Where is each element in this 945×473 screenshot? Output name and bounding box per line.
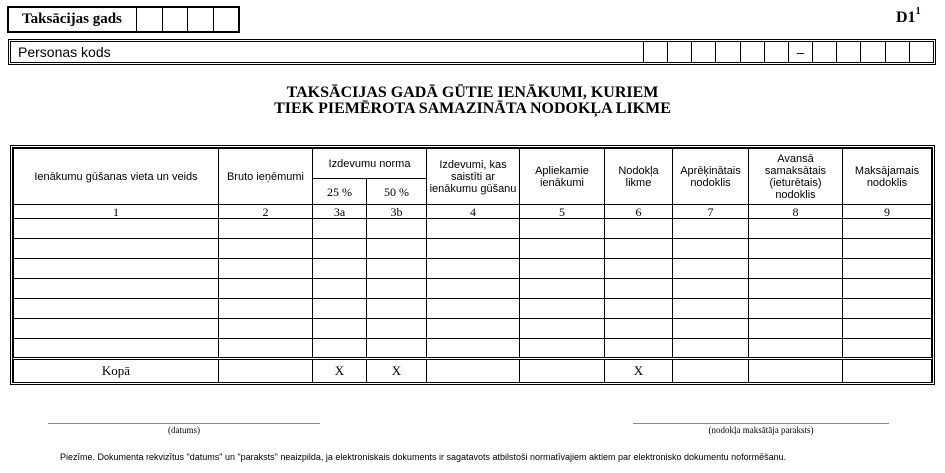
document-title: [0, 85, 945, 117]
table-cell[interactable]: [673, 299, 749, 319]
table-cell[interactable]: [313, 259, 367, 279]
table-cell[interactable]: [673, 319, 749, 339]
tax-year-label: Taksācijas gads: [9, 8, 137, 31]
income-table: [10, 145, 935, 385]
col-number: 8: [749, 205, 843, 219]
col-number: 9: [843, 205, 932, 219]
table-cell[interactable]: [749, 279, 843, 299]
total-cell-x: X: [367, 359, 427, 383]
header-payable-tax: Maksājamais nodoklis: [843, 149, 932, 205]
total-label: Kopā: [14, 359, 219, 383]
personal-code-digit-9[interactable]: [860, 42, 884, 62]
col-number: 1: [14, 205, 219, 219]
footnote: Piezīme. Dokumenta rekvizītus "datums" un "paraksts" neaizpilda, ja elektroniskais dokuments ir sagatavots atbilstoši normatīvajiem aktiem par elektronisko dokumentu noformēšanu.: [60, 452, 787, 462]
col-number: 4: [427, 205, 520, 219]
table-cell[interactable]: [313, 239, 367, 259]
total-cell-x: X: [313, 359, 367, 383]
table-cell[interactable]: [673, 239, 749, 259]
table-cell[interactable]: [749, 339, 843, 359]
personal-code-dash: –: [788, 42, 812, 62]
table-cell[interactable]: [14, 279, 219, 299]
form-code: [896, 6, 921, 27]
table-cell[interactable]: [843, 279, 932, 299]
table-cell[interactable]: [520, 339, 605, 359]
table-cell[interactable]: [427, 299, 520, 319]
personal-code-digit-11[interactable]: [909, 42, 933, 62]
table-row: [14, 239, 932, 259]
total-cell[interactable]: [427, 359, 520, 383]
header-expense-rate: Izdevumu norma: [313, 149, 427, 179]
table-cell[interactable]: [219, 239, 313, 259]
table-cell[interactable]: [749, 239, 843, 259]
table-cell[interactable]: [14, 299, 219, 319]
date-label: (datums): [168, 425, 200, 435]
table-cell[interactable]: [673, 339, 749, 359]
table-cell[interactable]: [843, 339, 932, 359]
table-cell[interactable]: [427, 219, 520, 239]
total-cell[interactable]: [219, 359, 313, 383]
tax-year-digit-3[interactable]: [188, 8, 214, 31]
col-number: 5: [520, 205, 605, 219]
header-tax-rate: Nodokļa likme: [605, 149, 673, 205]
personal-code-digit-5[interactable]: [740, 42, 764, 62]
table-cell[interactable]: [843, 319, 932, 339]
table-cell[interactable]: [843, 259, 932, 279]
table-cell[interactable]: [367, 259, 427, 279]
table-cell[interactable]: [219, 259, 313, 279]
tax-year-digit-1[interactable]: [137, 8, 163, 31]
personal-code-digit-7[interactable]: [812, 42, 836, 62]
table-cell[interactable]: [605, 239, 673, 259]
col-number: 6: [605, 205, 673, 219]
table-cell[interactable]: [427, 239, 520, 259]
table-cell[interactable]: [605, 259, 673, 279]
header-gross-revenue: Bruto ieņēmumi: [219, 149, 313, 205]
date-line[interactable]: [48, 423, 320, 424]
table-cell[interactable]: [520, 319, 605, 339]
col-number: 2: [219, 205, 313, 219]
personal-code-digit-10[interactable]: [885, 42, 909, 62]
table-cell[interactable]: [673, 219, 749, 239]
table-cell[interactable]: [367, 319, 427, 339]
table-cell[interactable]: [14, 239, 219, 259]
total-cell[interactable]: [520, 359, 605, 383]
header-income-source: Ienākumu gūšanas vieta un veids: [14, 149, 219, 205]
tax-year-digit-4[interactable]: [214, 8, 239, 31]
header-calculated-tax: Aprēķinātais nodoklis: [673, 149, 749, 205]
table-cell[interactable]: [749, 319, 843, 339]
table-cell[interactable]: [219, 299, 313, 319]
table-cell[interactable]: [843, 219, 932, 239]
header-rate-25: 25 %: [313, 179, 367, 205]
personal-code-digit-3[interactable]: [691, 42, 715, 62]
table-cell[interactable]: [313, 319, 367, 339]
table-cell[interactable]: [313, 339, 367, 359]
total-cell[interactable]: [843, 359, 932, 383]
table-cell[interactable]: [14, 219, 219, 239]
table-cell[interactable]: [427, 319, 520, 339]
table-cell[interactable]: [605, 319, 673, 339]
table-cell[interactable]: [219, 319, 313, 339]
table-cell[interactable]: [749, 299, 843, 319]
table-cell[interactable]: [14, 259, 219, 279]
table-cell[interactable]: [427, 339, 520, 359]
col-number: 3a: [313, 205, 367, 219]
signature-line[interactable]: [633, 423, 889, 424]
table-row: [14, 219, 932, 239]
table-cell[interactable]: [313, 279, 367, 299]
title-line-1: TAKSĀCIJAS GADĀ GŪTIE IENĀKUMI, KURIEM: [286, 84, 659, 101]
table-cell[interactable]: [520, 219, 605, 239]
table-cell[interactable]: [367, 239, 427, 259]
table-row: [14, 319, 932, 339]
table-row: [14, 299, 932, 319]
col-number: 3b: [367, 205, 427, 219]
personal-code-label: Personas kods: [18, 44, 111, 60]
table-cell[interactable]: [749, 219, 843, 239]
personal-code-digit-8[interactable]: [836, 42, 860, 62]
table-cell[interactable]: [520, 259, 605, 279]
signature-label: (nodokļa maksātāja paraksts): [708, 425, 814, 435]
title-line-2: TIEK PIEMĒROTA SAMAZINĀTA NODOKĻA LIKME: [274, 100, 671, 117]
table-cell[interactable]: [367, 299, 427, 319]
table-cell[interactable]: [605, 339, 673, 359]
table-cell[interactable]: [605, 299, 673, 319]
table-cell[interactable]: [427, 279, 520, 299]
table-cell[interactable]: [313, 219, 367, 239]
table-cell[interactable]: [313, 299, 367, 319]
total-cell[interactable]: [673, 359, 749, 383]
table-cell[interactable]: [673, 279, 749, 299]
table-cell[interactable]: [520, 279, 605, 299]
table-cell[interactable]: [367, 279, 427, 299]
personal-code-digit-1[interactable]: [643, 42, 667, 62]
table-cell[interactable]: [843, 239, 932, 259]
table-cell[interactable]: [520, 239, 605, 259]
header-taxable-income: Apliekamie ienākumi: [520, 149, 605, 205]
table-cell[interactable]: [367, 219, 427, 239]
personal-code-digit-4[interactable]: [715, 42, 739, 62]
table-cell[interactable]: [14, 319, 219, 339]
table-cell[interactable]: [843, 299, 932, 319]
table-cell[interactable]: [673, 259, 749, 279]
table-cell[interactable]: [749, 259, 843, 279]
tax-year-box: [7, 6, 240, 33]
tax-year-digit-2[interactable]: [163, 8, 189, 31]
table-row: [14, 339, 932, 359]
table-cell[interactable]: [605, 219, 673, 239]
table-cell[interactable]: [605, 279, 673, 299]
header-related-expenses: Izdevumi, kas saistīti ar ienākumu gūšanu: [427, 149, 520, 205]
table-cell[interactable]: [219, 279, 313, 299]
col-number: 7: [673, 205, 749, 219]
table-cell[interactable]: [520, 299, 605, 319]
personal-code-box: [8, 39, 936, 65]
header-advance-paid-tax: Avansā samaksātais (ieturētais) nodoklis: [749, 149, 843, 205]
total-cell[interactable]: [749, 359, 843, 383]
table-row: [14, 279, 932, 299]
data-rows: [14, 219, 932, 359]
header-rate-50: 50 %: [367, 179, 427, 205]
form-code-superscript: 1: [915, 6, 921, 17]
personal-code-digit-6[interactable]: [764, 42, 788, 62]
table-cell[interactable]: [14, 339, 219, 359]
table-cell[interactable]: [219, 219, 313, 239]
table-cell[interactable]: [427, 259, 520, 279]
total-cell-x: X: [605, 359, 673, 383]
form-code-main: D1: [896, 9, 916, 26]
personal-code-digit-2[interactable]: [667, 42, 691, 62]
table-cell[interactable]: [367, 339, 427, 359]
table-row: [14, 259, 932, 279]
table-cell[interactable]: [219, 339, 313, 359]
